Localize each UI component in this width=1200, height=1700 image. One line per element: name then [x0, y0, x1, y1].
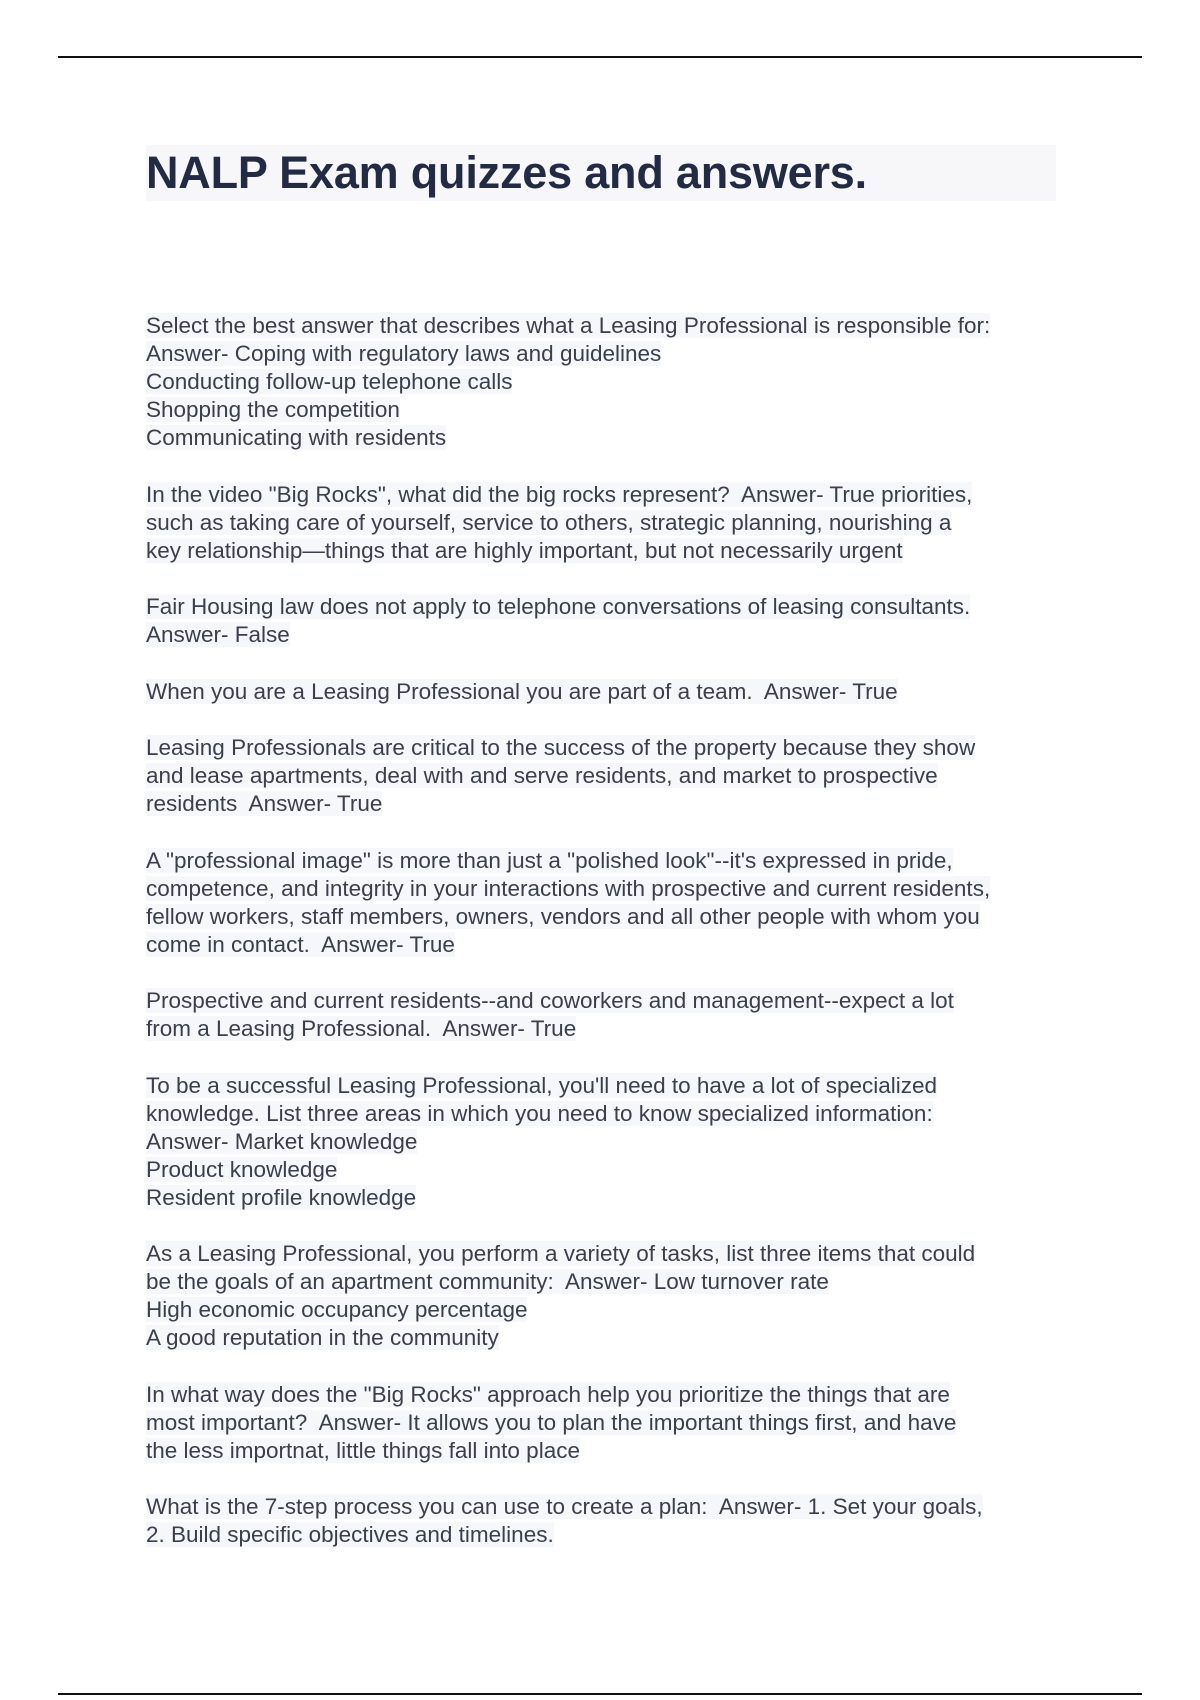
qa-line: Shopping the competition [146, 397, 400, 422]
qa-line: Conducting follow-up telephone calls [146, 369, 513, 394]
qa-list [146, 312, 1056, 1578]
qa-line: As a Leasing Professional, you perform a variety of tasks, list three items that could [146, 1241, 976, 1266]
qa-line: Communicating with residents [146, 425, 447, 450]
qa-line: knowledge. List three areas in which you need to know specialized information: [146, 1100, 933, 1126]
qa-line: residents Answer- True [146, 791, 383, 816]
footer-rule [58, 1693, 1142, 1695]
qa-line: from a Leasing Professional. Answer- True [146, 1016, 577, 1041]
qa-line: Answer- False [146, 622, 290, 647]
qa-item [146, 734, 1056, 818]
qa-line: Select the best answer that describes what a Leasing Professional is responsible for: [146, 313, 991, 338]
qa-line: Resident profile knowledge [146, 1184, 417, 1210]
qa-line: Product knowledge [146, 1156, 338, 1182]
qa-line: most important? Answer- It allows you to plan the important things first, and have [146, 1409, 957, 1435]
qa-line: come in contact. Answer- True [146, 931, 455, 957]
qa-line: What is the 7-step process you can use to create a plan: Answer- 1. Set your goals, [146, 1494, 983, 1519]
qa-line: High economic occupancy percentage [146, 1297, 528, 1322]
qa-line: A good reputation in the community [146, 1325, 499, 1350]
qa-line: the less importnat, little things fall into place [146, 1437, 580, 1463]
qa-item [146, 1493, 1056, 1549]
qa-line: competence, and integrity in your interactions with prospective and current residents, [146, 875, 991, 901]
qa-line: Prospective and current residents--and coworkers and management--expect a lot [146, 988, 954, 1013]
qa-line: Answer- Market knowledge [146, 1128, 418, 1154]
qa-item [146, 1381, 1056, 1465]
qa-line: be the goals of an apartment community: Answer- Low turnover rate [146, 1269, 829, 1294]
qa-line: Fair Housing law does not apply to telephone conversations of leasing consultants. [146, 594, 971, 619]
qa-line: fellow workers, staff members, owners, vendors and all other people with whom you [146, 903, 980, 929]
qa-line: Answer- Coping with regulatory laws and guidelines [146, 341, 662, 366]
qa-line: key relationship—things that are highly important, but not necessarily urgent [146, 537, 903, 563]
qa-line: 2. Build specific objectives and timelines. [146, 1522, 554, 1547]
qa-item [146, 987, 1056, 1043]
qa-item [146, 1240, 1056, 1352]
qa-line: A "professional image" is more than just a "polished look"--it's expressed in pride, [146, 847, 953, 873]
qa-line: In the video "Big Rocks", what did the big rocks represent? Answer- True priorities, [146, 481, 973, 507]
qa-item [146, 847, 1056, 959]
qa-item [146, 1072, 1056, 1212]
qa-line: When you are a Leasing Professional you are part of a team. Answer- True [146, 678, 898, 704]
qa-line: In what way does the "Big Rocks" approach help you prioritize the things that are [146, 1381, 950, 1407]
qa-line: and lease apartments, deal with and serve residents, and market to prospective [146, 763, 938, 788]
qa-item [146, 593, 1056, 649]
page-title: NALP Exam quizzes and answers. [146, 145, 1056, 201]
qa-line: Leasing Professionals are critical to the success of the property because they show [146, 735, 976, 760]
qa-item [146, 481, 1056, 565]
qa-line: To be a successful Leasing Professional, you'll need to have a lot of specialized [146, 1072, 938, 1098]
qa-item [146, 678, 1056, 706]
qa-item [146, 312, 1056, 452]
qa-line: such as taking care of yourself, service to others, strategic planning, nourishing a [146, 509, 952, 535]
header-rule [58, 56, 1142, 58]
